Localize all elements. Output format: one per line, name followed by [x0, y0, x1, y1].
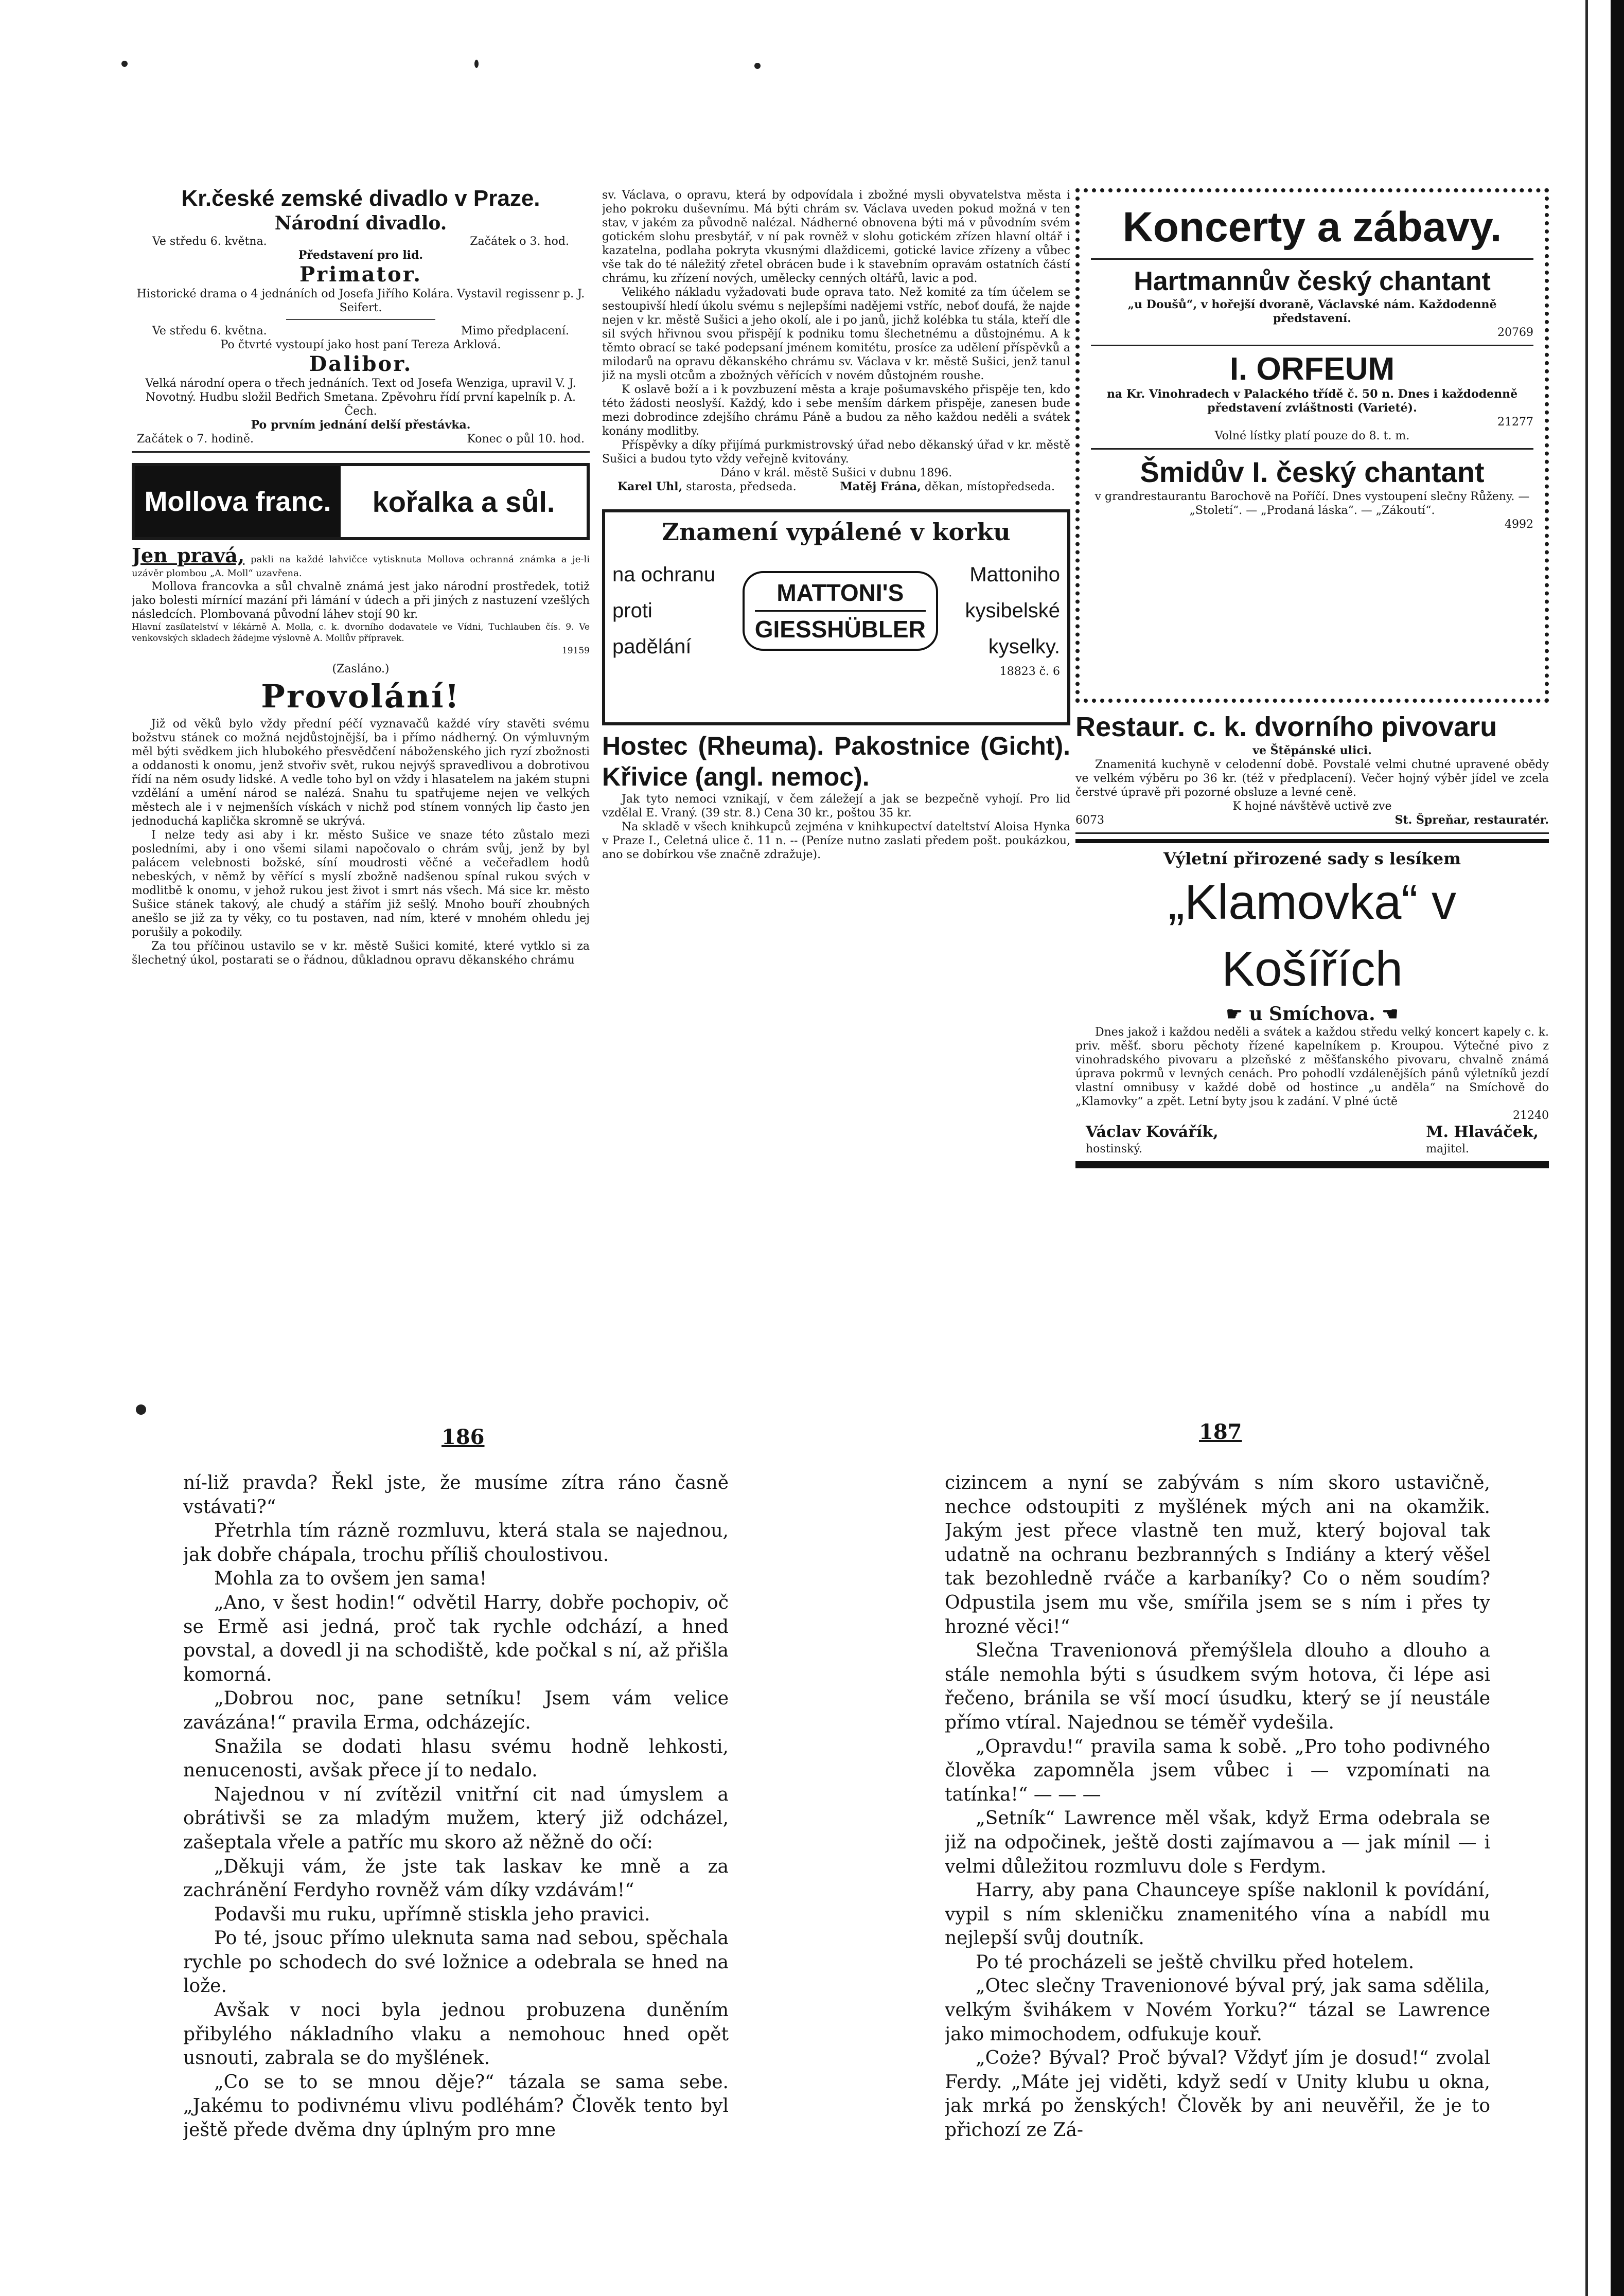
- moll-lead-rest: pakli na každé lahvičce vytisknuta Mollova ochranná známka a je-li uzávěr plombou „A. Moll“ uzavřena.: [132, 554, 590, 579]
- klamovka-code: 21240: [1513, 1109, 1549, 1122]
- play2-title: Dalibor.: [309, 352, 413, 376]
- play2-note: Po prvním jednání delší přestávka.: [251, 418, 471, 432]
- restaur-invite: K hojné návštěvě uctivě zve: [1232, 800, 1392, 813]
- page-number-186: 186: [442, 1425, 485, 1449]
- book-paragraph: „Setník“ Lawrence měl však, když Erma odebrala se již na odpočinek, ještě dosti zajímavou a — jak mínil — i velmi důležitou rozmluvu dole s Ferdym.: [945, 1808, 1490, 1877]
- church-paragraph: sv. Václava, o opravu, která by odpovídala i zbožné mysli obyvatelstva města i jeho pokroku duševnímu. Má býti chrám sv. Václava uveden pokud možná v ten stav, v jakém za původně nalézal. Nádherné obnovena býti má v původním svém gotickém slohu presbytář, v ní pak rovněž v slohu gotickém zřízen hlavní oltář i kazatelna, podlaha pokryta vkusnými dlaždicemi, gotické lavice zřízeny a vůbec vše tak do té náležitý zřetel obrácen bude i k stavebním opravám ostatních částí chrámu, ku zřízení nových, umělecky cenných oltářů, lavic a pod.: [602, 189, 1070, 285]
- scan-speck: [136, 1404, 146, 1415]
- play2-times: [132, 432, 590, 446]
- owner2-name: M. Hlaváček,: [1426, 1123, 1539, 1141]
- sig2-name: Matěj Frána,: [840, 480, 921, 493]
- koncerty-title: Koncerty a zábavy.: [1122, 204, 1502, 251]
- moll-small: Hlavní zasílatelství v lékárně A. Molla, c. k. dvorního dodavatele ve Vídni, Tuchlauben čís. 9. Ve venkovských skladech žádejme výslovně A. Mollův přípravek.: [132, 622, 590, 644]
- hartmann-code: 20769: [1497, 326, 1533, 339]
- scan-speck: [474, 60, 479, 68]
- hand-pointer-icon: ☛: [1226, 1003, 1249, 1025]
- book-paragraph: cizincem a nyní se zabývám s ním skoro ustavičně, nechce odstoupiti z myšlének mých ani na okamžik. Jakým jest přece vlastně ten muž, který bojoval tak udatně na ochranu bezbranných s Indiány a který věšel tak bezohledně rváče a karbaníky? Co o něm soudím? Odpustila jsem mu vše, smířila jsem se s ním i přes ty hrozné věci!“: [945, 1472, 1490, 1638]
- play2-start: Začátek o 7. hodině.: [137, 433, 254, 446]
- klamovka-pre: Výletní přirozené sady s lesíkem: [1163, 849, 1461, 868]
- smidu-code: 4992: [1505, 518, 1533, 531]
- book-paragraph: Po té, jsouc přímo uleknuta sama nad sebou, spěchala rychle po schodech do své ložnice a odebrala se hned na lože.: [183, 1928, 729, 1997]
- book-paragraph: Mohla za to ovšem jen sama!: [214, 1568, 487, 1590]
- column-entertainment: [1075, 188, 1549, 1274]
- theatre-day1: [132, 235, 590, 248]
- book-paragraph: „Děkuji vám, že jste tak laskav ke mně a za zachránění Ferdyho rovněž vám díky vzdávám!“: [183, 1856, 729, 1901]
- hostec-text: Jak tyto nemoci vznikají, v čem záležejí a jak se bezpečně vyhojí. Pro lid vzdělal E. Vraný. (39 str. 8.) Cena 30 kr., poštou 35 kr.: [602, 793, 1070, 820]
- hartmann-title: Hartmannův český chantant: [1134, 266, 1491, 296]
- sig1-name: Karel Uhl,: [617, 480, 683, 493]
- klamovka-ad: [1075, 839, 1549, 1168]
- klamovka-title: „Klamovka“ v Košířích: [1168, 875, 1457, 996]
- koncerty-box: [1075, 188, 1549, 703]
- hostec-text: Na skladě v všech knihkupců zejména v knihkupectví dateltství Aloisa Hynka v Praze I., Celetná ulice č. 11 n. -- (Peníze nutno zaslati předem pošt. poukázkou, ano se dobírkou vše značně zdražuje).: [602, 821, 1070, 861]
- moll-code: 19159: [561, 646, 590, 656]
- book-paragraph: „Coże? Býval? Proč býval? Vždyť jím je dosud!“ zvolal Ferdy. „Máte jej viděti, když sedí v Unity klubu u okna, jak mrká po ženských! Člověk by ani neuvěřil, že je to přichozí ze Zá-: [945, 2048, 1490, 2141]
- divider: [132, 451, 590, 453]
- provolani-paragraph: Již od věků bylo vždy přední péčí vyznavačů každé víry stavěti svému božstvu stánek co možná nejdůstojnější, ba i přímo nádherný. On výmluvným měl býti svědkem jich hlubokého přesvědčení náboženského jich ryzí zbožnosti a oddanosti k onomu, jenž stvořiv svět, rukou nejvýš spravedlivou a dobrotivou řídí na něm osudy lidské. A vedle toho byl on vždy i hlasatelem na jakém stupni vzdělání a umění národ se nalézá. Snahu tu spatřujeme nejen ve velkých městech ale i v nejmenších vískách v nichž pod stínem vonných lip často jen jednoduchá kaplička skromně se ukrývá.: [132, 718, 590, 828]
- provolani-paragraph: Za tou příčinou ustavilo se v kr. městě Sušici komité, které vytklo si za šlechetný úkol, postarati se o řádnou, důkladnou opravu děkanského chrámu: [132, 940, 590, 967]
- mattoni-header: Znamení vypálené v korku: [662, 518, 1011, 546]
- play1-title: Primator.: [299, 262, 422, 287]
- moll-lead: [132, 544, 590, 580]
- book-page-left: [183, 1471, 729, 2181]
- column-church-mattoni: [602, 188, 1070, 1274]
- play2-desc: Velká národní opera o třech jednáních. Text od Josefa Wenziga, upravil V. J. Novotný. Hudbu složil Bedřich Smetana. Zpěvohru řídí první kapelník p. A. Čech.: [145, 377, 576, 418]
- moll-lead-word: Jen pravá,: [132, 544, 245, 567]
- restaur-footer: [1075, 813, 1549, 827]
- signature-1: [617, 480, 797, 494]
- mattoni-body: [612, 557, 1060, 665]
- restaur-text: Znamenitá kuchyně v celodenní době. Povstalé velmi chutné upravené obědy ve velkém výběru po 36 kr. (též v předplacení). Večer hojný výběr jídel ve zcela čerstvé úpravě při pozorné obsluze a levné ceně.: [1075, 758, 1549, 799]
- church-signatures: [602, 480, 1070, 494]
- mattoni-code: 18823 č. 6: [999, 665, 1060, 678]
- smidu-title: Šmidův I. český chantant: [1140, 456, 1485, 488]
- orfeum-text: na Kr. Vinohradech v Palackého třídě č. 50 n. Dnes i každodenně představení zvláštnosti (Varieté).: [1106, 387, 1518, 415]
- book-paragraph: Slečna Travenionová přemýšlela dlouho a dlouho a stále nemohla býti s úsudkem svým hotova, či lépe asi řečeno, bránila se vší mocí úsudku, který se jí neustále přímo vtíral. Najednou se téměř vydešila.: [945, 1640, 1490, 1733]
- owner2-role: majitel.: [1426, 1143, 1469, 1155]
- church-date: Dáno v král. městě Sušici v dubnu 1896.: [720, 467, 952, 479]
- klamovka-sub-text: u Smíchova.: [1249, 1003, 1375, 1025]
- zaslano-label: (Zasláno.): [332, 663, 390, 675]
- owner-2: [1426, 1123, 1539, 1156]
- moll-banner: [132, 463, 590, 540]
- klamovka-sub: [1075, 1003, 1549, 1025]
- divider: [1075, 832, 1549, 834]
- mattoni-left-line: na ochranu: [612, 563, 716, 586]
- restaur-sub: ve Štěpánské ulici.: [1252, 744, 1372, 757]
- scan-edge-bar: [1611, 0, 1624, 2296]
- klamovka-text: Dnes jakož i každou neděli a svátek a každou středu velký koncert kapely c. k. priv. měšť. sboru pěchoty řízené kapelníkem p. Kroupou. Výtečné pivo z vinohradského pivovaru a plzeňské z měšťanského pivovaru, chvalně známá úprava pokrmů v levných cenách. Pro pohodlí vzdálenějších pánů výletníků jezdí vlastní omnibusy v každé době od hostince „u anděla“ na Smíchově do „Klamovky“ a zpět. Letní byty jsou k zadání. V plné úctě: [1075, 1026, 1549, 1108]
- church-paragraph: Příspěvky a díky přijímá purkmistrovský úřad nebo děkanský úřad v kr. městě Sušici a budou tyto vždy veřejně kvitovány.: [602, 439, 1070, 466]
- divider: [286, 319, 435, 320]
- day1-start: Začátek o 3. hod.: [470, 235, 569, 248]
- book-paragraph: Najednou v ní zvítězil vnitřní cit nad úmyslem a obrátivši se za mladým mužem, který již odcházel, zašeptala vřele a patříc mu skoro až něžně do očí:: [183, 1784, 729, 1853]
- perf1-note: Představení pro lid.: [298, 248, 423, 262]
- hartmann-text: „u Doušů“, v hořejší dvoraně, Václavské nám. Každodenně představení.: [1127, 298, 1497, 325]
- theatre-day2: [132, 324, 590, 338]
- book-paragraph: „Co se to se mnou děje?“ tázala se sama sebe. „Jakému to podivnému vlivu podléhám? Člověk tento byl ještě předе dvěma dny úplným pro mne: [183, 2071, 729, 2141]
- orfeum-code: 21277: [1497, 416, 1533, 429]
- mattoni-ad: [602, 509, 1070, 725]
- book-paragraph: „Ano, v šest hodin!“ odvětil Harry, dobře pochopiv, oč se Ermě asi jedná, proč tak rychle odchází, a hned povstal, a dovedl ji na schodiště, kde počkal s ní, až přišla komorná.: [183, 1592, 729, 1685]
- owner1-role: hostinský.: [1086, 1143, 1142, 1155]
- provolani-paragraph: I nelze tedy asi aby i kr. město Sušice ve snaze této zůstalo mezi posledními, aby i ono všemi silami napočovalo o chrám svůj, jenž by byl palácem velebnosti božské, síní moudrosti věčné a večeřadlem hodů nebeských, v němž by věřící s myslí zbožně nadšenou spínal rukou svých v modlitbě k onomu, v jehož rukou jest život i smrt nás všech. Má sice kr. město Sušice stánek takový, ale chudý a stářím již sešlý. Mnoho bouří zhoubných anešlo se již za ty věky, co tu postaven, nad ním, které v mnohém ohledu jej porušily a pokodily.: [132, 829, 590, 939]
- mattoni-right-line: kysibelské: [965, 599, 1060, 622]
- restaur-title: Restaur. c. k. dvorního pivovaru: [1075, 711, 1497, 742]
- signature-2: [840, 480, 1055, 494]
- column-theatre-moll-provolani: [132, 185, 590, 1271]
- scan-edge-line: [1585, 0, 1588, 2296]
- theatre-header: Kr.české zemské divadlo v Praze.: [181, 186, 540, 211]
- mattoni-left-line: proti: [612, 599, 652, 622]
- day1-date: Ve středu 6. května.: [152, 235, 267, 248]
- book-page-right: [945, 1471, 1490, 2181]
- mattoni-right-line: Mattoniho: [969, 563, 1060, 586]
- divider: [1091, 345, 1533, 346]
- mattoni-right: [965, 557, 1060, 665]
- book-paragraph: Harry, aby pana Chaunceye spíše naklonil k povídání, vypil s ním skleničku znamenitého vína a nabídl mu nejlepší svůj doutník.: [945, 1880, 1490, 1949]
- mattoni-left-line: padělání: [612, 635, 692, 658]
- restaur-code: 6073: [1075, 814, 1104, 827]
- sig1-role: starosta, předseda.: [686, 480, 797, 493]
- book-paragraph: ní-liž pravda? Řekl jste, že musíme zítra ráno časně vstávati?“: [183, 1472, 729, 1518]
- page-number-187: 187: [1199, 1420, 1242, 1444]
- moll-banner-left: Mollova franc.: [135, 466, 341, 537]
- divider: [1091, 258, 1533, 260]
- orfeum-title: I. ORFEUM: [1229, 351, 1395, 387]
- owner-1: [1086, 1123, 1219, 1156]
- mattoni-logo-bottom: GIESSHÜBLER: [755, 610, 926, 644]
- day2-date: Ve středu 6. května.: [152, 325, 267, 337]
- theatre-subheader: Národní divadlo.: [274, 212, 447, 234]
- mattoni-right-line: kyselky.: [988, 635, 1060, 658]
- smidu-text: v grandrestaurantu Barochově na Poříčí. Dnes vystoupení slečny Růženy. — „Století“. — „Prodaná láska“. — „Zákoutí“.: [1095, 490, 1530, 517]
- moll-banner-right: kořalka a sůl.: [372, 485, 555, 518]
- klamovka-owners: [1075, 1123, 1549, 1156]
- church-paragraph: Velikého nákladu vyžadovati bude oprava tato. Než komité za tím účelem se sestoupivší hledí úkolu svému s nejlepšími nadějemi vstříc, neboť doufá, že najde nejen v kr. městě Sušici a jeho okolí, ale i po janů, jichž kolébka tu stála, kteří dle sil svých hřivnou svou přispějí k podniku tomu šlechetnému a důstojnému. A k těmto obrací se také podepsaní jménem komitétu, prosíce za udělení příspěvků a milodarů na opravu děkanského chrámu sv. Václava v kr. městě Sušici, jenž tanul již na mysli otcům a zbožných věřících v novém důstojném roushe.: [602, 286, 1070, 382]
- divider: [1091, 448, 1533, 450]
- restaur-owner: St. Špreňar, restauratér.: [1394, 813, 1549, 827]
- moll-text: Mollova francovka a sůl chvalně známá jest jako národní prostředek, totiž jako bolesti mírnící mazání při lámání v údech a při jiných z nastuzení vzešlých následcích. Plombovaná původní láhev stojí 90 kr.: [132, 580, 590, 621]
- book-paragraph: „Dobrou noc, pane setníku! Jsem vám velice zavázána!“ pravila Erma, odcházejíc.: [183, 1688, 729, 1733]
- orfeum-note: Volné lístky platí pouze do 8. t. m.: [1214, 430, 1410, 442]
- provolani-title: Provolání!: [261, 678, 461, 715]
- scan-speck: [121, 61, 128, 67]
- mattoni-left: [612, 557, 715, 665]
- day2-note: Mimo předplacení.: [461, 325, 569, 337]
- book-paragraph: „Opravdu!“ pravila sama k sobě. „Pro toho podivného člověka zapomněla jsem vůbec i — vzpomínati na tatínka!“ — — —: [945, 1736, 1490, 1805]
- hostec-title: Hostec (Rheuma). Pakostnice (Gicht). Křivice (angl. nemoc).: [602, 732, 1070, 791]
- guest-note: Po čtvrté vystoupí jako host paní Tereza Arklová.: [220, 339, 501, 351]
- book-paragraph: „Otec slečny Travenionové býval prý, jak sama sdělila, velkým švihákem v Novém Yorku?“ tázal se Lawrence jako mimochodem, odfukuje kouř.: [945, 1975, 1490, 2045]
- book-paragraph: Přetrhla tím rázně rozmluvu, která stala se najednou, jak dobře chápala, trochu příliš choulostivou.: [183, 1520, 729, 1565]
- book-paragraph: Podavši mu ruku, upřímně stiskla jeho pravici.: [214, 1903, 650, 1925]
- owner1-name: Václav Kovářík,: [1086, 1123, 1219, 1141]
- play1-desc: Historické drama o 4 jednáních od Josefa Jiřího Kolára. Vystavil regissenr p. J. Seifert.: [136, 288, 585, 314]
- sig2-role: děkan, místopředseda.: [924, 480, 1055, 493]
- book-paragraph: Po té procházeli se ještě chvilku před hotelem.: [976, 1951, 1415, 1973]
- church-paragraph: K oslavě boží a i k povzbuzení města a kraje pošumavského přispěje ten, kdo této žádosti neoslyší. Každý, kdo i sebe menším dárkem přispěje, zanesen bude mezi dobrodince zdejšího chrámu Páně a budou za něho každou neděli a svátek konány modlitby.: [602, 383, 1070, 438]
- play2-end: Konec o půl 10. hod.: [467, 433, 585, 446]
- hand-pointer-icon: ☚: [1382, 1003, 1399, 1025]
- scan-speck: [754, 63, 761, 69]
- book-paragraph: Avšak v noci byla jednou probuzena duněním přibylého nákladního vlaku a nemohouc hned opět usnouti, zabrala se do myšlének.: [183, 2000, 729, 2069]
- book-paragraph: Snažila se dodati hlasu svému hodně lehkosti, nenucenosti, avšak přece jí to nedalo.: [183, 1736, 729, 1782]
- mattoni-cork-logo: [743, 571, 938, 651]
- mattoni-logo-top: MATTONI'S: [776, 579, 904, 606]
